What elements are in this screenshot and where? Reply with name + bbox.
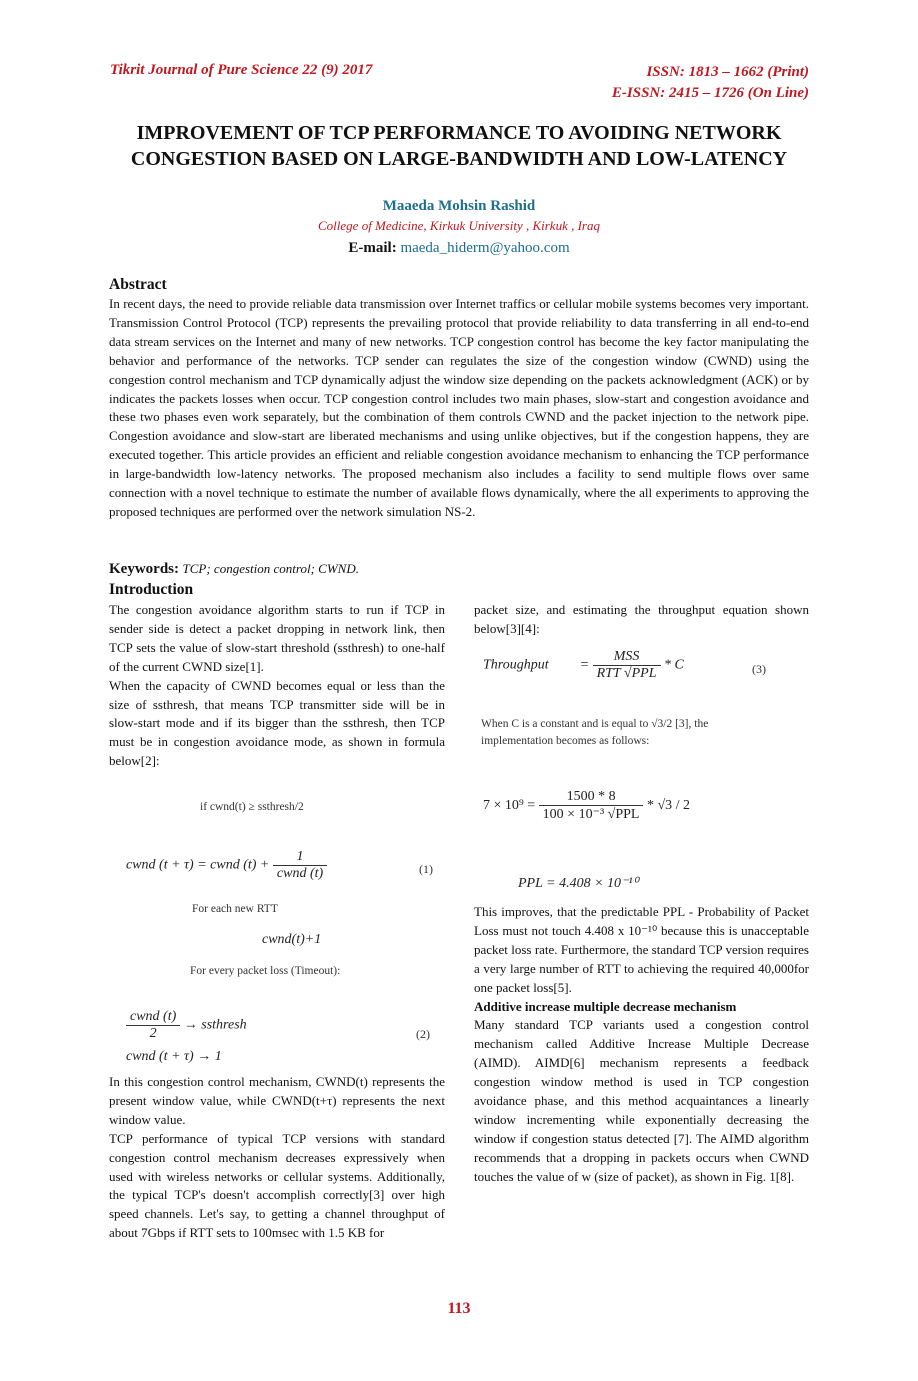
intro-paragraph-4: TCP performance of typical TCP versions with standard congestion control mechanism decreases expressively when used with wireless networks or cellular systems. Additionally, the typical TCP's doesn't accomplish correctly[3] over high speed channels. Let's say, to getting a channel throughput of about 7Gbps if RTT sets to 100msec with 1.5 KB for <box>109 1130 445 1241</box>
eq2-rhs: → ssthresh <box>183 1017 247 1033</box>
intro-paragraph-2: When the capacity of CWND becomes equal or less than the size of ssthresh, that means TCP transmitter side will be in slow-start mode and if its bigger than the ssthresh, then TCP must be in congestion avoidance mode, as shown in formula below[2]: <box>109 677 445 769</box>
author-name: Maaeda Mohsin Rashid <box>382 198 536 214</box>
email-label: E-mail: <box>348 240 397 256</box>
eq3-equals: = <box>579 657 590 673</box>
eq3-number: (3) <box>752 662 766 676</box>
abstract-text: In recent days, the need to provide reliable data transmission over Internet traffics or cellular mobile systems becomes very important. Transmission Control Protocol (TCP) represents the prevailing protocol that provide reliability to data transferring in all end-to-end data stream services on the Internet and many of new networks. TCP congestion control has become the key factor manipulating the behavior and performance of the networks. TCP sender can regulates the size of the congestion window (CWND) using the congestion control mechanism and TCP dynamically adjust the window size depending on the packets acknowledgment (ACK) or by indicates the packets losses when occur. TCP congestion control includes two main phases, slow-start and congestion avoidance and these two phases even work separately, but the combination of them controls CWND and the packet injection to the network pipe. Congestion avoidance and slow-start are liberated mechanisms and using unlike objectives, but if the congestion happens, they are executed together. This article provides an efficient and reliable congestion avoidance mechanism to enhancing the TCP performance in large-bandwidth low-latency networks. The proposed mechanism also includes a facility to send multiple flows over same connection with a novel technique to estimate the number of available flows dynamically, where the all experiments to approving the proposed techniques are performed over the network simulation NS-2. <box>109 296 809 519</box>
email-address[interactable]: maeda_hiderm@yahoo.com <box>400 240 570 256</box>
journal-header: Tikrit Journal of Pure Science 22 (9) 2017 <box>110 62 373 78</box>
eq4-denominator: 100 × 10⁻³ √PPL <box>542 807 640 822</box>
right-paragraph-3: Many standard TCP variants used a congestion control mechanism called Additive Increase Multiple Decrease (AIMD). AIMD[6] mechanism represents a feedback congestion window method is used in TCP congestion avoidance phase, and this method acquaintances a linearly window incrementing while exponentially decreasing the window if congestion status detected [7]. The AIMD algorithm recommends that a dropping in packets occurs when CWND touches the value of w (size of packet), as shown in Fig. 1[8]. <box>474 1017 809 1184</box>
equation-3 <box>483 649 684 682</box>
eq1-fraction <box>273 849 327 882</box>
issn-online: E-ISSN: 2415 – 1726 (On Line) <box>611 85 809 101</box>
equation-4 <box>483 789 690 823</box>
eq-for-loss: For every packet loss (Timeout): <box>190 965 341 977</box>
eq4-rhs: * √3 / 2 <box>646 798 691 814</box>
eq-cwnd-increment: cwnd(t)+1 <box>262 932 322 947</box>
intro-paragraph-3: In this congestion control mechanism, CWND(t) represents the present window value, while CWND(t+τ) represents the next window value. <box>109 1074 445 1127</box>
eq-condition: if cwnd(t) ≥ ssthresh/2 <box>200 801 304 813</box>
eq4-fraction <box>539 789 644 823</box>
eq2-numerator: cwnd (t) <box>126 1009 180 1026</box>
eq4-numerator: 1500 * 8 <box>539 789 644 806</box>
equation-2 <box>126 1009 247 1042</box>
left-column-top <box>109 601 445 771</box>
eq3-note: When C is a constant and is equal to √3/2 [3], the implementation becomes as follows: <box>481 718 709 747</box>
abstract-heading: Abstract <box>109 276 167 293</box>
right-paragraph-1: packet size, and estimating the throughput equation shown below[3][4]: <box>474 602 809 636</box>
eq1-numerator: 1 <box>273 849 327 866</box>
eq1-denominator: cwnd (t) <box>276 866 324 881</box>
equation-5: PPL = 4.408 × 10⁻¹⁰ <box>518 876 639 891</box>
intro-paragraph-1: The congestion avoidance algorithm starts to run if TCP in sender side is detect a packet dropping in network link, then TCP sets the value of slow-start threshold (ssthresh) to one-half of the current CWND size[1]. <box>109 602 445 674</box>
eq3-fraction <box>593 649 661 682</box>
aimd-subheading: Additive increase multiple decrease mechanism <box>474 998 737 1014</box>
right-paragraph-2: This improves, that the predictable PPL - Probability of Packet Loss must not touch 4.408 x 10⁻¹⁰ because this is unacceptable packet loss rate. Furthermore, the standard TCP version requires a very large number of RTT to achieving the required 40,000for one packet loss[5]. <box>474 904 809 995</box>
eq4-lhs: 7 × 10⁹ = <box>483 798 536 814</box>
page-number: 113 <box>447 1300 471 1317</box>
eq2-number: (2) <box>416 1027 430 1041</box>
author-affiliation: College of Medicine, Kirkuk University , Kirkuk , Iraq <box>318 218 600 233</box>
left-column-bottom <box>109 1073 445 1243</box>
eq3-lhs: Throughput <box>483 657 549 673</box>
right-column-top <box>474 601 809 639</box>
eq-for-rtt: For each new RTT <box>192 903 278 915</box>
keywords-text: TCP; congestion control; CWND. <box>182 561 359 576</box>
keywords-label: Keywords: <box>109 561 179 577</box>
eq3-numerator: MSS <box>593 649 661 666</box>
eq3-rhs: * C <box>664 657 684 673</box>
email-line <box>0 240 918 257</box>
eq1-lhs: cwnd (t + τ) = cwnd (t) + <box>126 857 270 873</box>
issn-print: ISSN: 1813 – 1662 (Print) <box>646 64 809 80</box>
equation-1 <box>126 849 327 882</box>
right-column-bottom <box>474 903 809 1187</box>
introduction-heading: Introduction <box>109 581 194 598</box>
keywords-line <box>109 561 359 578</box>
eq2-fraction <box>126 1009 180 1042</box>
eq1-number: (1) <box>419 862 433 876</box>
issn-block <box>612 62 809 104</box>
eq2-second-line: cwnd (t + τ) → 1 <box>126 1049 222 1064</box>
eq2-denominator: 2 <box>149 1026 157 1041</box>
paper-title: IMPROVEMENT OF TCP PERFORMANCE TO AVOIDING NETWORK CONGESTION BASED ON LARGE-BANDWIDTH AND LOW-LATENCY <box>130 122 788 170</box>
eq3-denominator: RTT √PPL <box>596 666 657 681</box>
